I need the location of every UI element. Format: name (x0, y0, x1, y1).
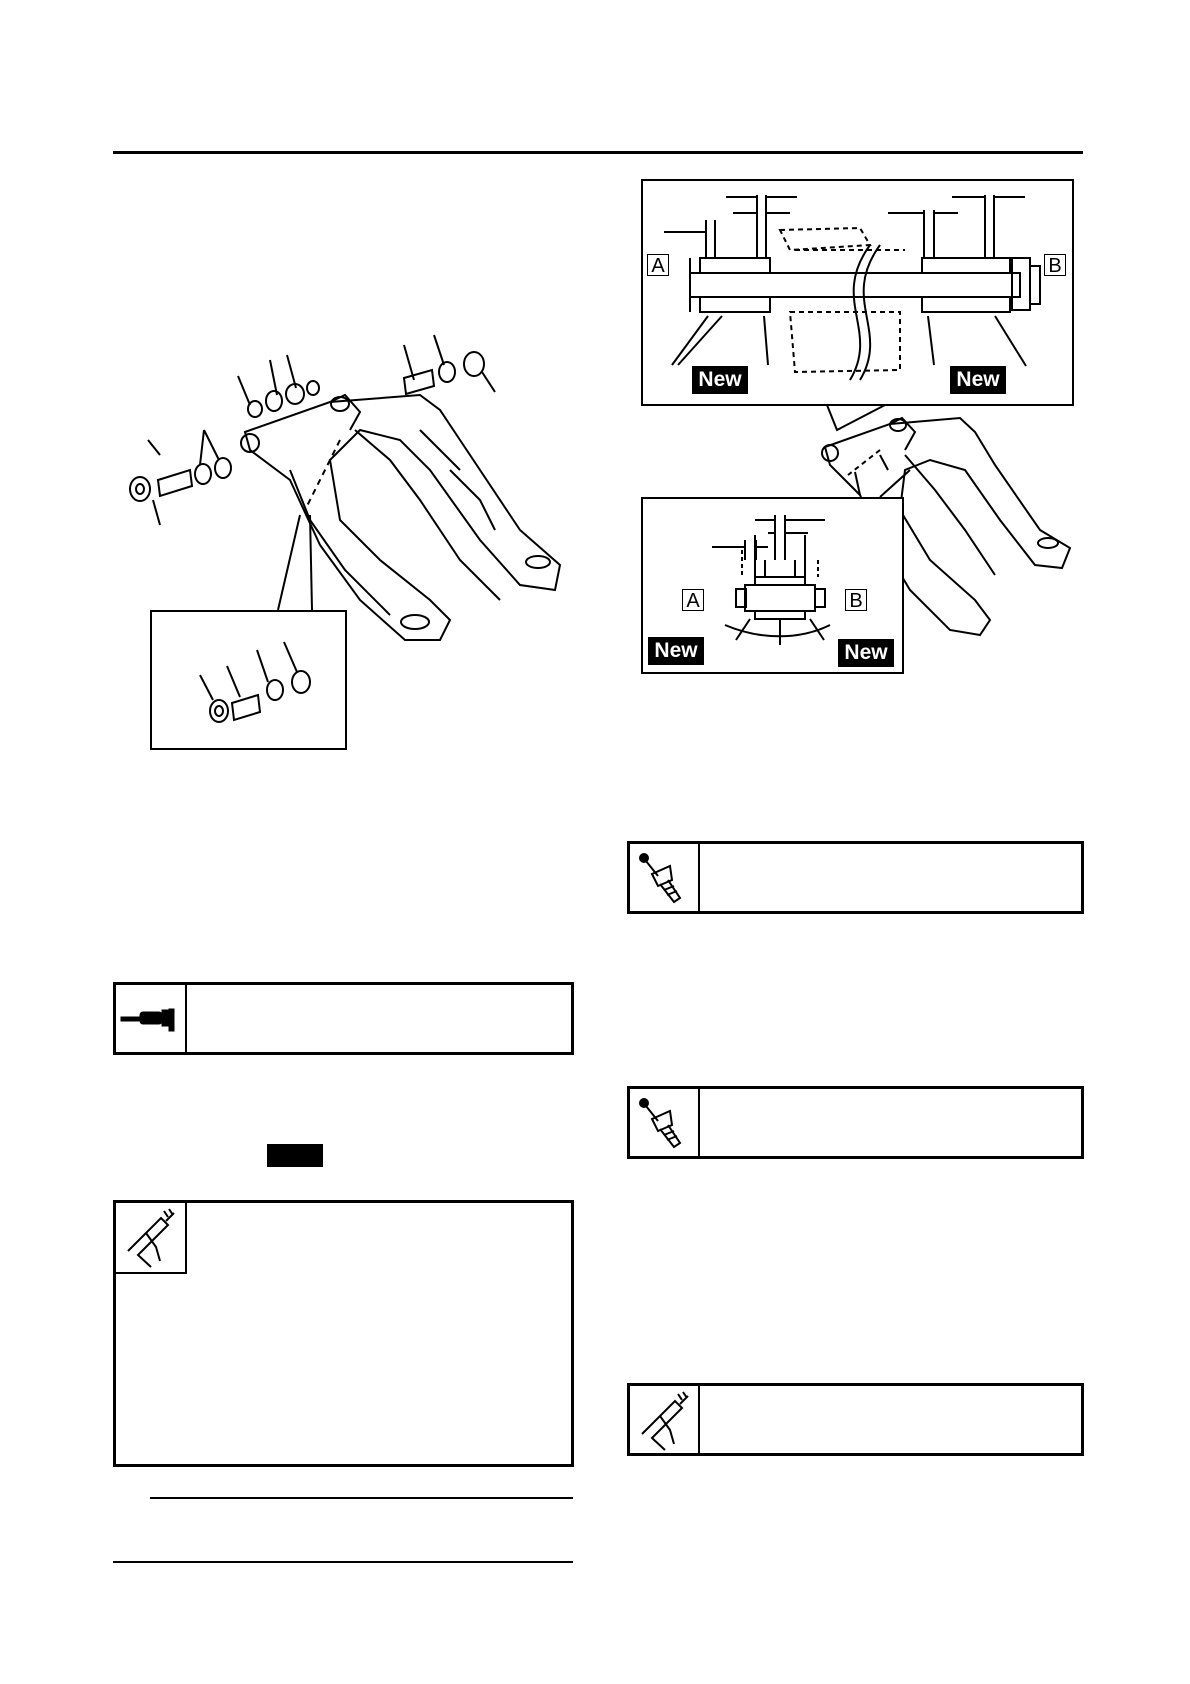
new-badge-bottom-left: New (648, 637, 704, 665)
torque-wrench-icon (630, 1089, 700, 1159)
label-A-bottom: A (682, 589, 704, 611)
caliper-icon-cell-2 (630, 1386, 700, 1453)
torque-box-2 (627, 1086, 1084, 1159)
vernier-caliper-icon (630, 1386, 700, 1456)
measurement-box-small (627, 1383, 1084, 1456)
new-badge-bottom-right: New (838, 639, 894, 667)
label-A-top: A (647, 254, 669, 276)
label-B-bottom: B (845, 589, 867, 611)
label-B-top: B (1044, 254, 1066, 276)
new-badge-top-right: New (950, 366, 1006, 394)
torque-icon-cell-2 (630, 1089, 700, 1156)
new-badge-top-left: New (692, 366, 748, 394)
torque-wrench-icon (630, 844, 700, 914)
torque-icon-cell-1 (630, 844, 700, 911)
torque-box-1 (627, 841, 1084, 914)
